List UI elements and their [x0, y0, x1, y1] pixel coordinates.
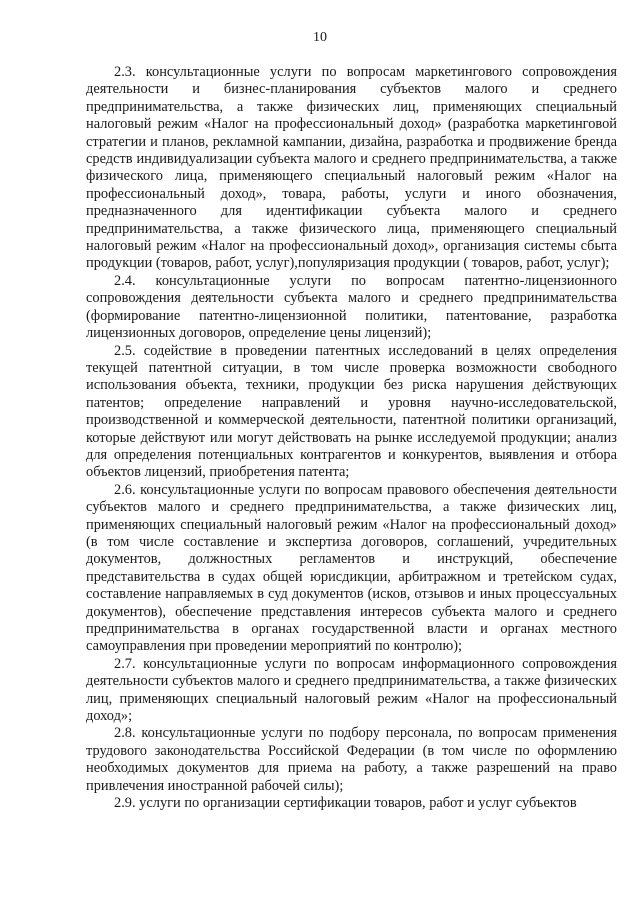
paragraph-2-7: 2.7. консультационные услуги по вопросам информационного сопровождения деятельности субъектов малого и среднего предпринимательства, а также физических лиц, применяющих специальный налоговый режим «Налог на профессиональный доход»;: [86, 655, 617, 725]
page-number: 10: [313, 30, 327, 45]
paragraph-2-4: 2.4. консультационные услуги по вопросам патентно-лицензионного сопровождения деятельности субъекта малого и среднего предпринимательства (формирование патентно-лицензионной политики, патентование, разработка лицензионных договоров, определение цены лицензий);: [86, 272, 617, 342]
paragraph-2-3: 2.3. консультационные услуги по вопросам маркетингового сопровождения деятельности и бизнес-планирования субъектов малого и среднего предпринимательства, а также физических лиц, применяющих специальный налоговый режим «Налог на профессиональный доход» (разработка маркетинговой стратегии и планов, рекламной кампании, дизайна, разработка и продвижение бренда средств индивидуализации субъекта малого и среднего предпринимательства, а также физического лица, применяющего специальный налоговый режим «Налог на профессиональный доход», товара, работы, услуги и иного обозначения, предназначенного для идентификации субъекта малого и среднего предпринимательства, а также физического лица, применяющего специальный налоговый режим «Налог на профессиональный доход», организация системы сбыта продукции (товаров, работ, услуг),популяризация продукции ( товаров, работ, услуг);: [86, 64, 617, 272]
paragraph-2-5: 2.5. содействие в проведении патентных исследований в целях определения текущей патентной ситуации, в том числе проверка возможности свободного использования объекта, техники, продукции без риска нарушения действующих патентов; определение направлений и уровня научно-исследовательской, производственной и коммерческой деятельности, патентной политики организаций, которые действуют или могут действовать на рынке исследуемой продукции; анализ для определения потенциальных контрагентов и конкурентов, выявления и отбора объектов лицензий, приобретения патента;: [86, 342, 617, 481]
paragraph-2-8: 2.8. консультационные услуги по подбору персонала, по вопросам применения трудового законодательства Российской Федерации (в том числе по оформлению необходимых документов для приема на работу, а также разрешений на право привлечения иностранной рабочей силы);: [86, 725, 617, 794]
paragraph-2-6: 2.6. консультационные услуги по вопросам правового обеспечения деятельности субъектов малого и среднего предпринимательства, а также физических лиц, применяющих специальный налоговый режим «Налог на профессиональный доход» (в том числе составление и экспертиза договоров, соглашений, учредительных документов, должностных регламентов и инструкций, обеспечение представительства в судах общей юрисдикции, арбитражном и третейском судах, составление направляемых в суд документов (исков, отзывов и иных процессуальных документов), обеспечение представления интересов субъекта малого и среднего предпринимательства в органах государственной власти и органах местного самоуправления при проведении мероприятий по контролю);: [86, 481, 617, 655]
document-body: [86, 64, 617, 812]
paragraph-2-9: 2.9. услуги по организации сертификации товаров, работ и услуг субъектов: [114, 795, 577, 812]
